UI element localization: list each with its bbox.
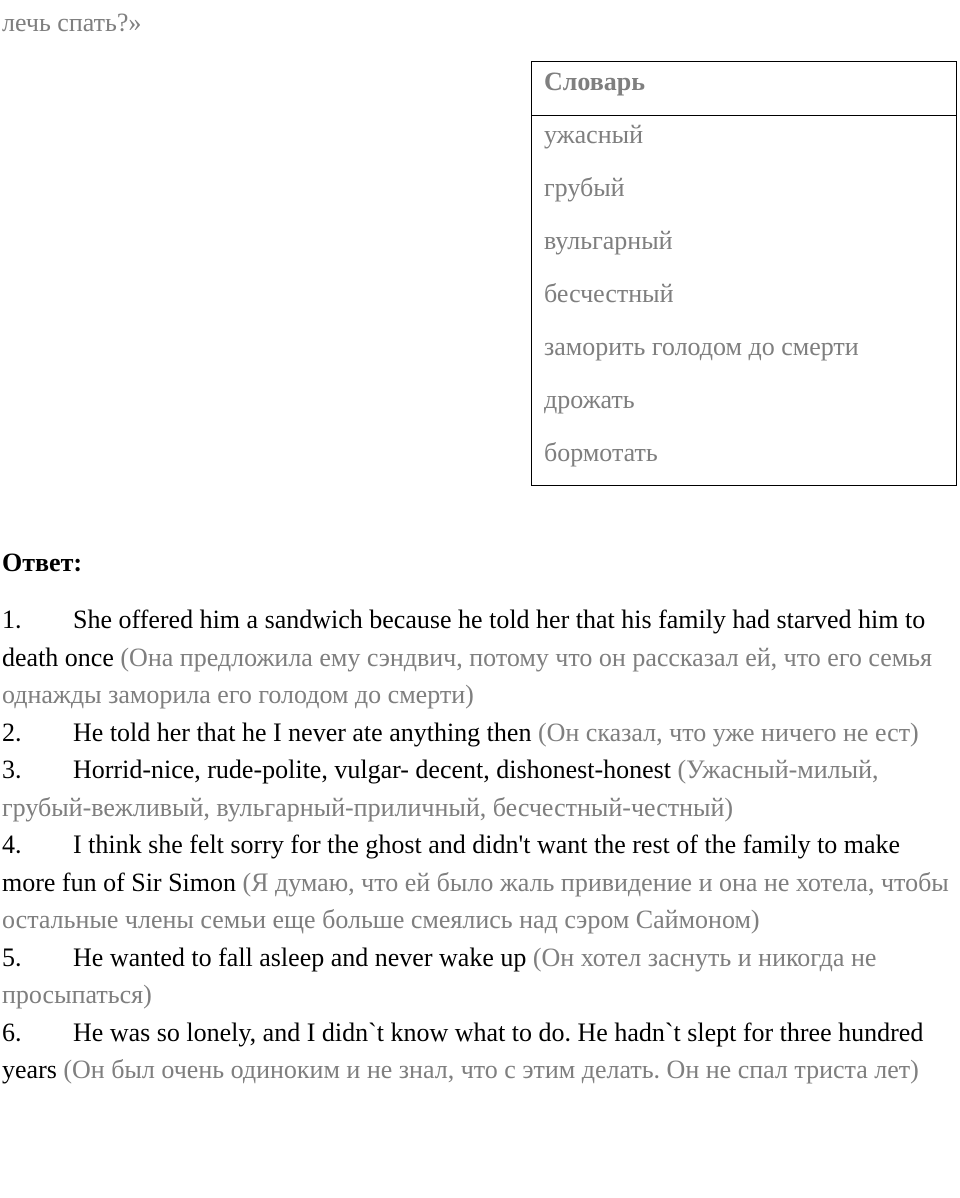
answer-english: I think she felt sorry for the ghost and didn't want the rest of the family to make more fun of Sir Simon: [2, 830, 901, 897]
answer-list: [2, 601, 952, 1089]
answer-translation: (Она предложила ему сэндвич, потому что он рассказал ей, что его семья однажды заморила его голодом до смерти): [2, 642, 933, 709]
answer-english: He wanted to fall asleep and never wake up: [73, 942, 527, 972]
answer-heading: Ответ:: [2, 548, 83, 577]
vocabulary-item: вульгарный: [544, 226, 673, 255]
vocabulary-box: [531, 61, 957, 486]
answer-english: She offered him a sandwich because he told her that his family had starved him to death once: [2, 605, 926, 672]
answer-translation: (Он сказал, что уже ничего не ест): [537, 717, 919, 747]
answer-item: [2, 751, 952, 826]
answer-number: 2.: [2, 717, 22, 747]
vocabulary-item: бормотать: [544, 438, 658, 467]
answer-english: Horrid-nice, rude-polite, vulgar- decent, dishonest-honest: [73, 755, 672, 784]
answer-item: [2, 1014, 952, 1089]
answer-translation: (Ужасный-милый, грубый-вежливый, вульгарный-приличный, бесчестный-честный): [2, 755, 879, 822]
vocabulary-item: бесчестный: [544, 279, 674, 308]
answer-item: [2, 714, 952, 752]
answer-translation: (Он был очень одиноким и не знал, что с этим делать. Он не спал триста лет): [63, 1055, 919, 1084]
answer-english: He told her that he I never ate anything then: [73, 717, 532, 747]
answer-number: 1.: [2, 605, 22, 634]
intro-text: лечь спать?»: [2, 8, 142, 37]
vocabulary-list: [532, 116, 956, 487]
answer-number: 5.: [2, 942, 22, 972]
vocabulary-item: ужасный: [544, 120, 643, 149]
vocabulary-item: заморить голодом до смерти: [544, 332, 859, 361]
answer-item: [2, 601, 952, 714]
answer-number: 4.: [2, 830, 22, 859]
answer-translation: (Я думаю, что ей было жаль привидение и она не хотела, чтобы остальные члены семьи еще больше смеялись над сэром Саймоном): [2, 867, 949, 934]
answer-item: [2, 826, 952, 939]
vocabulary-title: Словарь: [532, 62, 956, 116]
answer-number: 3.: [2, 755, 22, 784]
vocabulary-item: дрожать: [544, 385, 635, 414]
answer-translation: (Он хотел заснуть и никогда не просыпаться): [2, 942, 877, 1009]
vocabulary-item: грубый: [544, 173, 625, 202]
answer-number: 6.: [2, 1017, 22, 1047]
answer-english: He was so lonely, and I didn`t know what to do. He hadn`t slept for three hundred years: [2, 1017, 924, 1084]
answer-item: [2, 939, 952, 1014]
